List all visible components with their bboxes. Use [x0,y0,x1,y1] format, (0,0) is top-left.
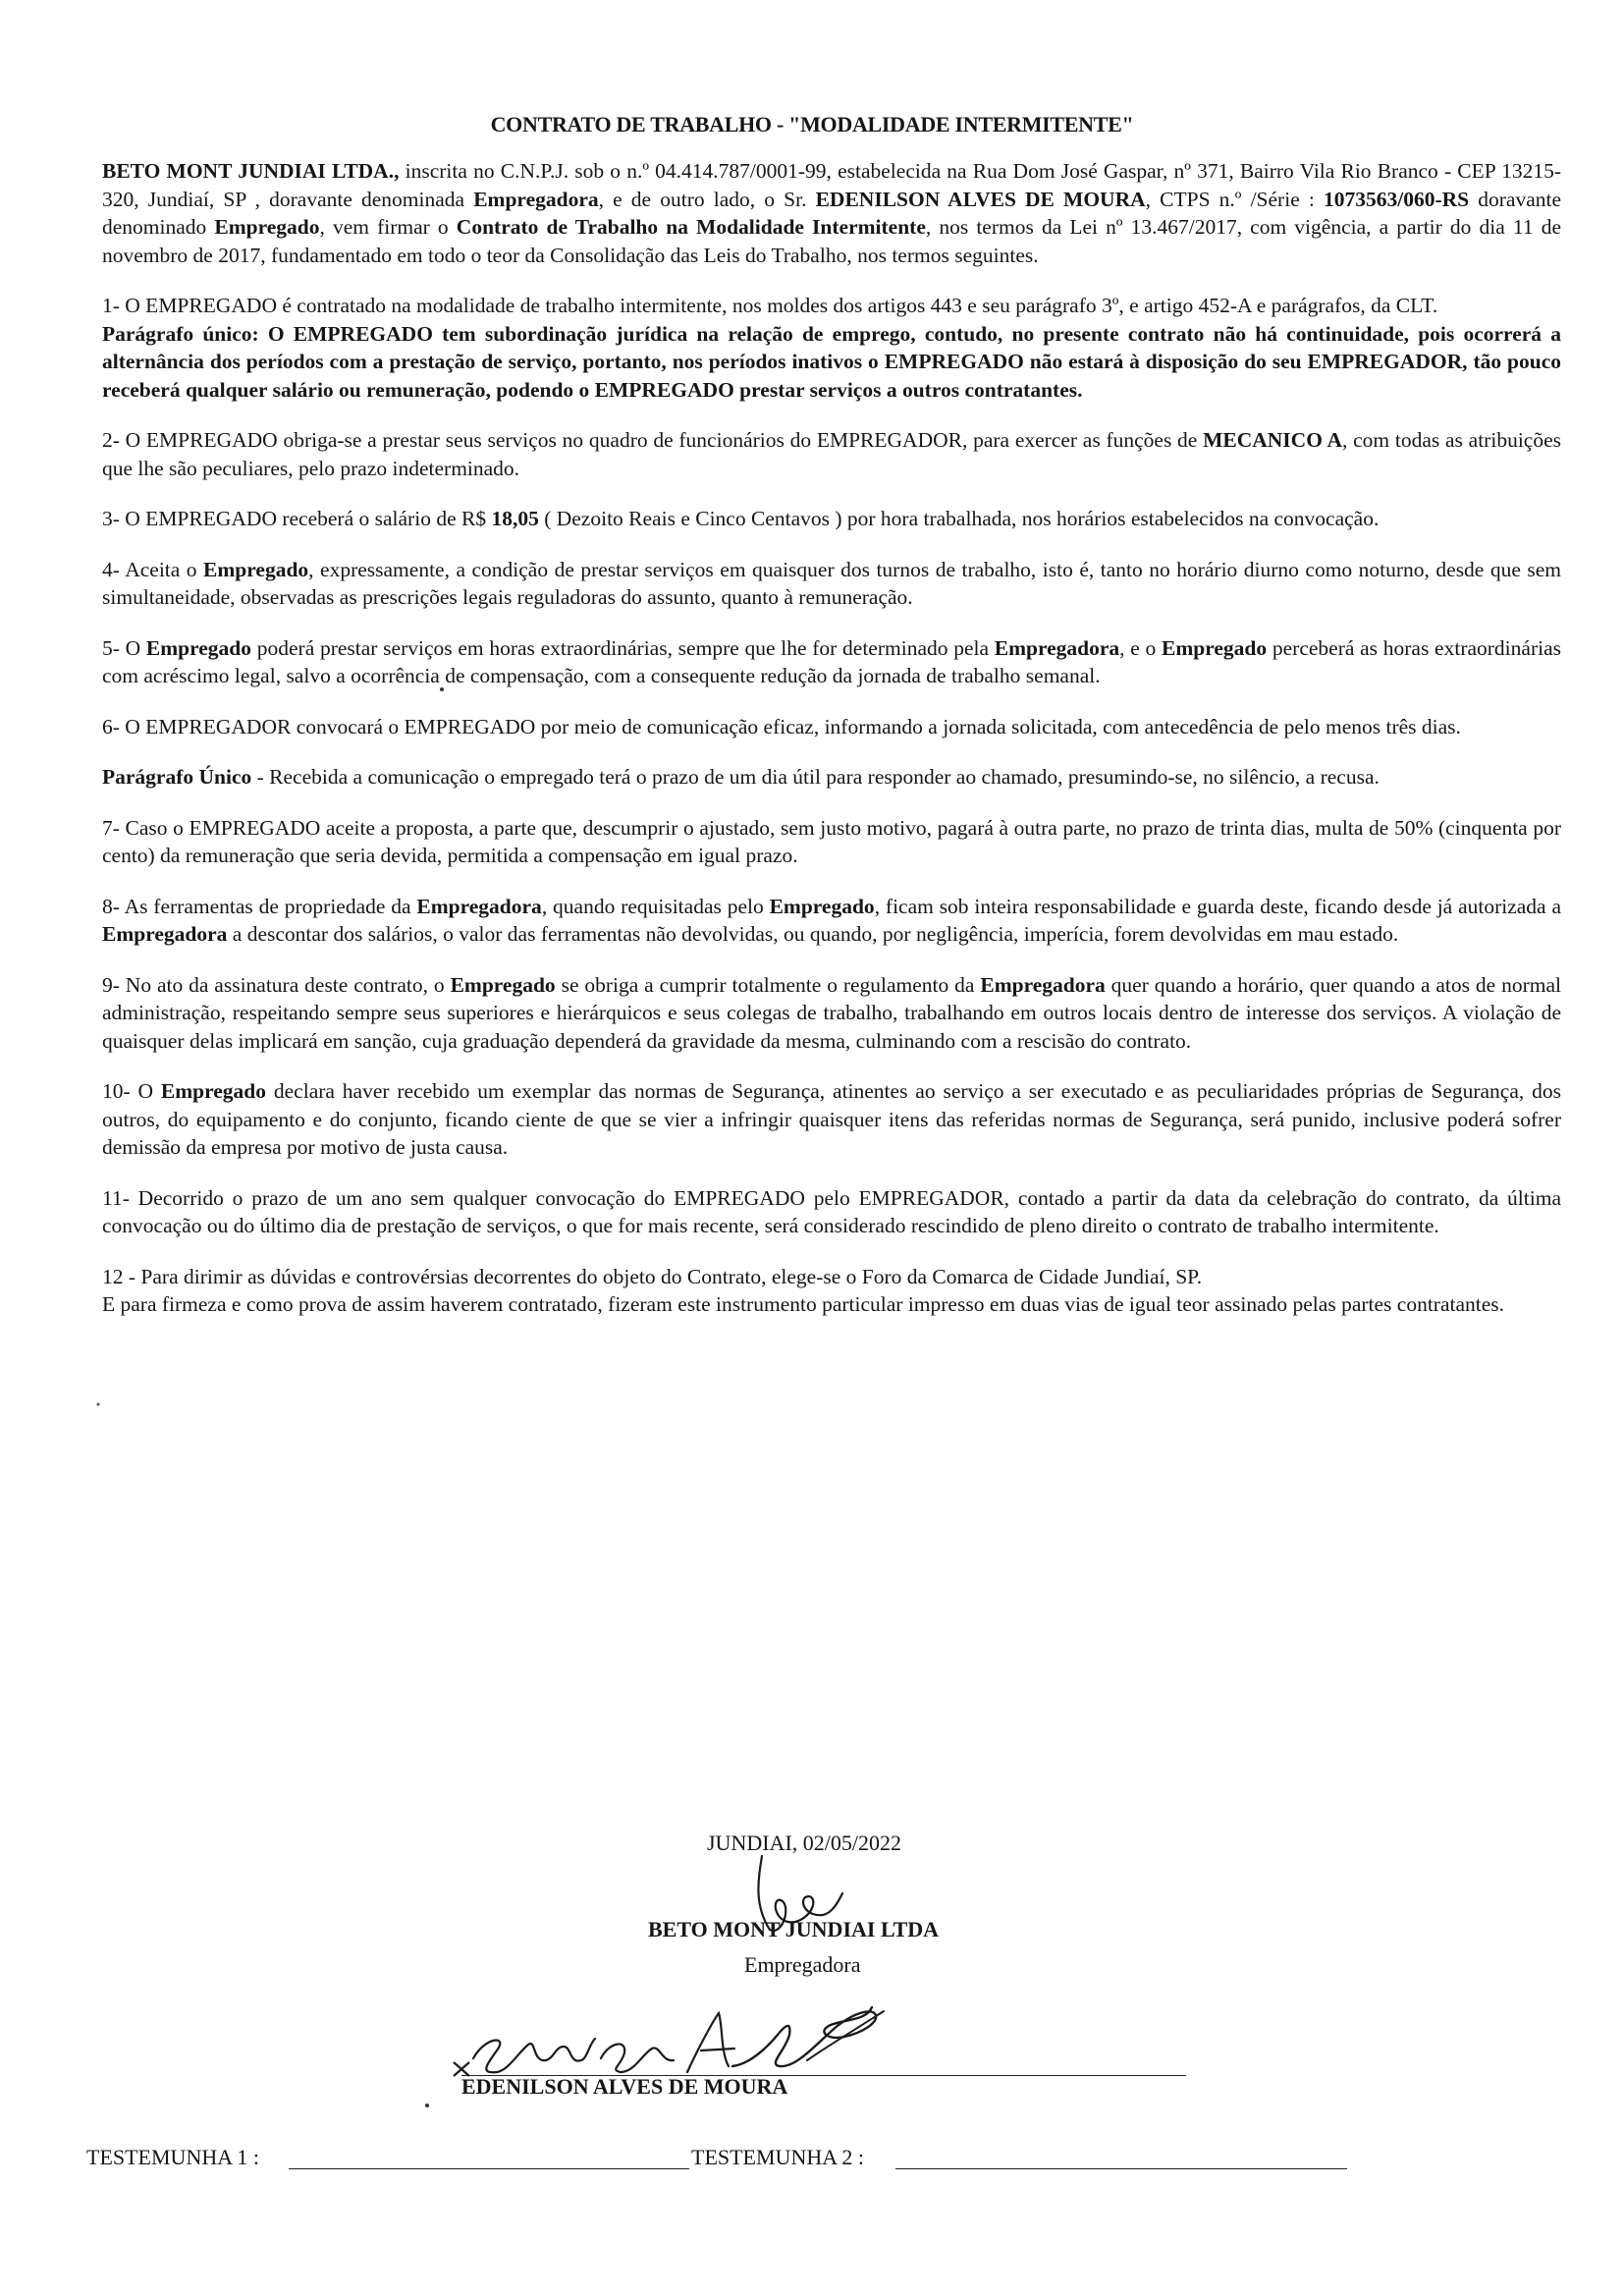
clause-5-bold-3: Empregado [1162,635,1268,660]
clause-8-text-1: 8- As ferramentas de propriedade da [102,894,417,918]
clause-3-salary: 18,05 [491,507,539,530]
place-date: JUNDIAI, 02/05/2022 [707,1831,901,1855]
clause-5-bold-2: Empregadora [994,635,1120,660]
clause-11: 11- Decorrido o prazo de um ano sem qualquer convocação do EMPREGADO pelo EMPREGADOR, contado a partir da data da celebração do contrato, da última convocação ou do último dia de prestação de serviços, o que for mais recente, será considerado rescindido de pleno direito o contrato de trabalho intermitente. [102,1185,1561,1237]
clause-10-bold-1: Empregado [160,1079,267,1103]
clause-2-role: MECANICO A [1203,428,1343,452]
intro-text-1: inscrita no C.N.P.J. sob o n.º 04.414.787/0001-99, estabelecida na Rua Dom José Gaspar, nº 371, Bairro Vila Rio Branco - CEP 13215-320, Jundiaí, SP , doravante denominada [102,159,1562,211]
clause-9-text-2: se obriga a cumprir totalmente o regulamento da [555,972,981,997]
company-name-intro: BETO MONT JUNDIAI LTDA., [102,159,400,183]
intro-text-3: , CTPS n.º /Série : [1145,187,1324,211]
clause-3-text-2: ( Dezoito Reais e Cinco Centavos ) por hora trabalhada, nos horários estabelecidos na convocação. [538,507,1380,530]
clause-2-text-2: , com todas as atribuições que lhe são peculiares, pelo prazo indeterminado. [102,428,1561,480]
clause-5-text-2: poderá prestar serviços em horas extraordinárias, sempre que lhe for determinado pela [251,635,995,660]
intro-bold-ctps: 1073563/060-RS [1323,187,1470,211]
clause-8-bold-2: Empregado [769,894,875,918]
clause-9-text-3: quer quando a horário, quer quando a atos de normal administração, respeitando sempre seus superiores e hierárquicos e seus colegas de trabalho, trabalhando em outros locais dentro de interesse dos serviços. A violação de quaisquer delas implicará em sanção, cuja graduação dependerá da gravidade da mesma, culminando com a rescisão do contrato. [102,972,1561,1053]
clause-8-text-3: , ficam sob inteira responsabilidade e guarda deste, ficando desde já autorizada a [874,894,1561,918]
clause-1-sole-paragraph: Parágrafo único: O EMPREGADO tem subordinação jurídica na relação de emprego, contudo, no presente contrato não há continuidade, pois ocorrerá a alternância dos períodos com a prestação de serviço, portanto, nos períodos inativos o EMPREGADO não estará à disposição do seu EMPREGADOR, tão pouco receberá qualquer salário ou remuneração, podendo o EMPREGADO prestar serviços a outros contratantes. [102,321,1561,402]
employer-name: BETO MONT JUNDIAI LTDA [648,1917,940,1941]
clause-6-sole-paragraph-label: Parágrafo Único [102,765,252,789]
clause-4-text-1: 4- Aceita o [102,557,204,581]
intro-bold-employee-name: EDENILSON ALVES DE MOURA [815,187,1146,211]
employer-role: Empregadora [744,1952,861,1977]
clause-5-text-3: , e o [1119,635,1163,660]
intro-text-5: , vem firmar o [319,215,457,239]
intro-text-6: , nos termos da Lei nº 13.467/2017, com vigência, a partir do dia 11 de novembro de 2017, fundamentado em todo o teor da Consolidação das Leis do Trabalho, nos termos seguintes. [102,215,1561,267]
clause-5-bold-1: Empregado [145,635,252,660]
clause-12: 12 - Para dirimir as dúvidas e controvérsias decorrentes do objeto do Contrato, elege-se o Foro da Comarca de Cidade Jundiaí, SP. [102,1264,1203,1288]
clause-6: 6- O EMPREGADOR convocará o EMPREGADO por meio de comunicação eficaz, informando a jornada solicitada, com antecedência de pelo menos três dias. [102,714,1461,738]
clause-8-text-4: a descontar dos salários, o valor das ferramentas não devolvidas, ou quando, por negligência, imperícia, forem devolvidas em mau estado. [227,922,1399,946]
clause-4-bold-1: Empregado [203,557,309,581]
intro-bold-contract: Contrato de Trabalho na Modalidade Intermitente [456,215,926,239]
clause-2-text-1: 2- O EMPREGADO obriga-se a prestar seus serviços no quadro de funcionários do EMPREGADOR, para exercer as funções de [102,428,1204,452]
intro-bold-employer: Empregadora [473,187,599,211]
clause-9-bold-2: Empregadora [980,972,1106,997]
witness-1-label: TESTEMUNHA 1 : [86,2145,259,2169]
clause-8-bold-1: Empregadora [416,894,542,918]
clause-3-text-1: 3- O EMPREGADO receberá o salário de R$ [102,507,492,530]
clause-9-text-1: 9- No ato da assinatura deste contrato, o [102,972,451,997]
witness-2-label: TESTEMUNHA 2 : [691,2145,864,2169]
clause-9-bold-1: Empregado [450,972,556,997]
clause-8-text-2: , quando requisitadas pelo [541,894,770,918]
document-title: CONTRATO DE TRABALHO - "MODALIDADE INTERMITENTE" [490,112,1134,137]
clause-5-text-1: 5- O [102,635,146,660]
clause-1: 1- O EMPREGADO é contratado na modalidade de trabalho intermitente, nos moldes dos artigos 443 e seu parágrafo 3º, e artigo 452-A e parágrafos, da CLT. [102,294,1438,317]
intro-text-2: , e de outro lado, o Sr. [598,187,816,211]
clause-7: 7- Caso o EMPREGADO aceite a proposta, a parte que, descumprir o ajustado, sem justo motivo, pagará à outra parte, no prazo de trinta dias, multa de 50% (cinquenta por cento) da remuneração que seria devida, permitida a compensação em igual prazo. [102,815,1561,867]
clause-10-text-2: declara haver recebido um exemplar das normas de Segurança, atinentes ao serviço a ser executado e as peculiaridades próprias de Segurança, dos outros, do equipamento e do conjunto, ficando ciente de que se vier a infringir quaisquer itens das referidas normas de Segurança, será punido, inclusive poderá sofrer demissão da empresa por motivo de justa causa. [102,1079,1561,1159]
clause-6-sole-paragraph-text: - Recebida a comunicação o empregado terá o prazo de um dia útil para responder ao chamado, presumindo-se, no silêncio, a recusa. [251,765,1380,789]
clause-5-text-4: perceberá as horas extraordinárias com acréscimo legal, salvo a ocorrência de compensação, com a consequente redução da jornada de trabalho semanal. [102,635,1561,687]
intro-bold-employee: Empregado [214,215,320,239]
employee-name: EDENILSON ALVES DE MOURA [461,2074,788,2099]
clause-8-bold-3: Empregadora [102,922,228,946]
intro-text-4: doravante denominado [102,187,1562,239]
clause-4-text-2: , expressamente, a condição de prestar serviços em quaisquer dos turnos de trabalho, isto é, tanto no horário diurno como noturno, desde que sem simultaneidade, observadas as prescrições legais reguladoras do assunto, quanto à remuneração. [102,557,1562,609]
closing-statement: E para firmeza e como prova de assim haverem contratado, fizeram este instrumento particular impresso em duas vias de igual teor assinado pelas partes contratantes. [102,1292,1505,1316]
clause-10-text-1: 10- O [102,1079,161,1103]
